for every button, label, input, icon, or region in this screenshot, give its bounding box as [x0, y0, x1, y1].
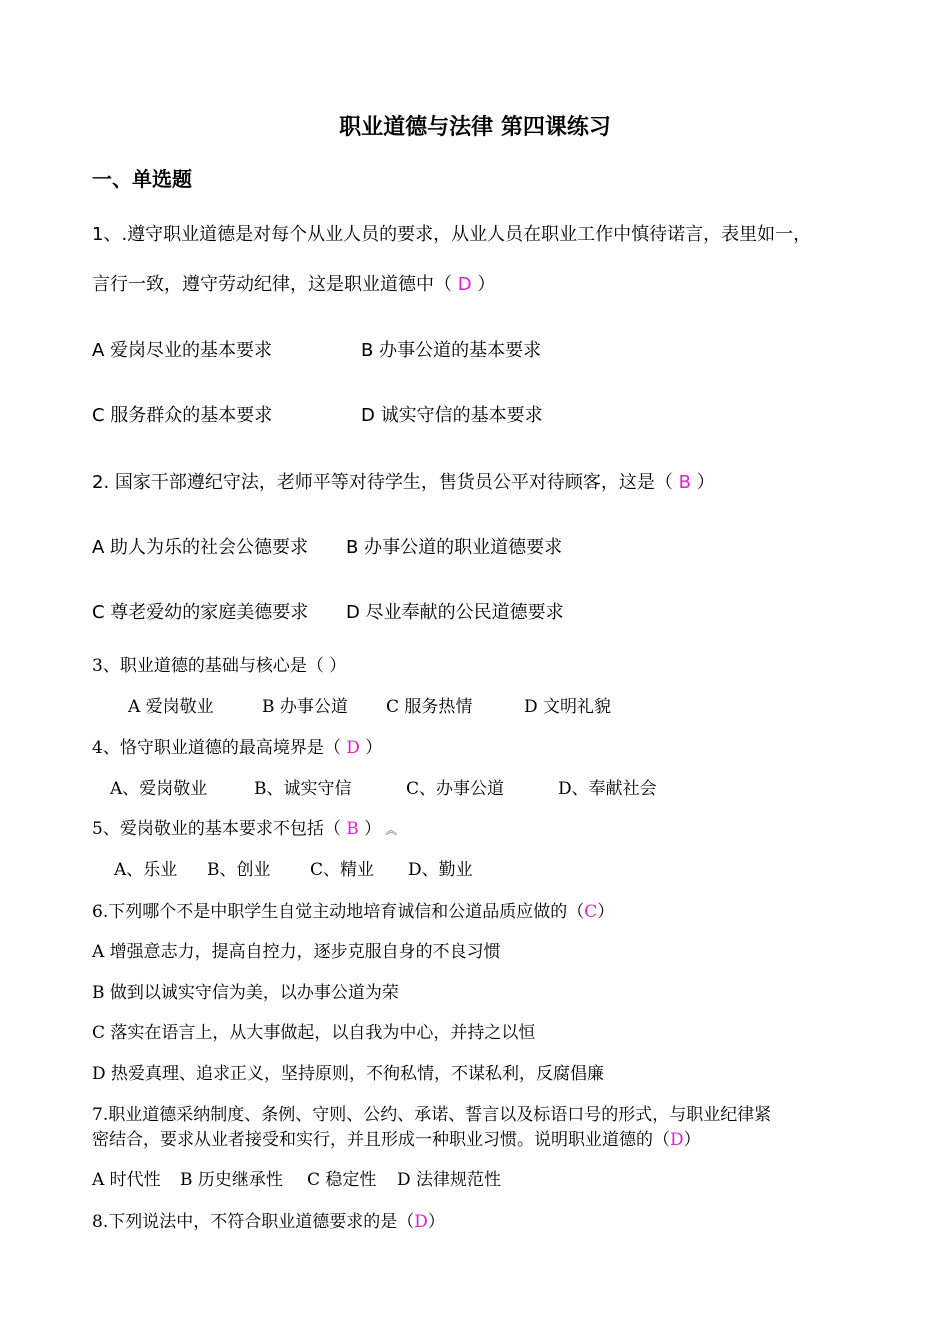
- question-1-option-d: D 诚实守信的基本要求: [361, 405, 543, 426]
- question-3-option-a: A 爱岗敬业: [128, 697, 214, 717]
- question-7-option-b: B 历史继承性: [180, 1170, 283, 1190]
- question-4-text: 4、恪守职业道德的最高境界是（: [92, 738, 347, 758]
- question-1-option-a: A 爱岗尽业的基本要求: [92, 340, 273, 361]
- question-6-option-d: D 热爱真理、追求正义，坚持原则，不徇私情，不谋私利，反腐倡廉: [92, 1064, 605, 1084]
- question-5-option-b: B、创业: [207, 860, 271, 880]
- question-2-close: ）: [690, 472, 715, 493]
- question-8-answer: D: [414, 1212, 428, 1232]
- question-7-answer: D: [670, 1130, 684, 1150]
- question-3: 3、职业道德的基础与核心是（ ）: [92, 656, 347, 676]
- question-7-line-2: [92, 1125, 701, 1150]
- page-title: 职业道德与法律 第四课练习: [339, 115, 611, 140]
- question-2-answer: B: [678, 472, 691, 493]
- question-6-option-c: C 落实在语言上，从大事做起，以自我为中心，并持之以恒: [92, 1023, 536, 1043]
- question-8: [92, 1207, 445, 1232]
- question-3-option-b: B 办事公道: [262, 697, 348, 717]
- question-2-option-a: A 助人为乐的社会公德要求: [92, 537, 309, 558]
- question-4-close: ）: [359, 738, 383, 758]
- question-5-option-d: D、勤业: [408, 860, 473, 880]
- question-5-answer: B: [346, 819, 359, 839]
- question-1-text: 言行一致，遵守劳动纪律，这是职业道德中（: [92, 274, 458, 295]
- question-2: [92, 468, 715, 494]
- question-1-line-1: 1、.遵守职业道德是对每个从业人员的要求，从业人员在职业工作中慎待诺言，表里如一，: [92, 224, 812, 245]
- question-3-option-d: D 文明礼貌: [524, 697, 612, 717]
- question-4-answer: D: [346, 738, 360, 758]
- question-6-text: 6.下列哪个不是中职学生自觉主动地培育诚信和公道品质应做的（: [92, 902, 585, 922]
- caret-icon: ︽: [385, 823, 398, 837]
- question-4-option-d: D、奉献社会: [558, 779, 657, 799]
- question-6-answer: C: [584, 902, 598, 922]
- question-2-text: 2. 国家干部遵纪守法，老师平等对待学生，售货员公平对待顾客，这是（: [92, 472, 679, 493]
- question-5-option-c: C、精业: [310, 860, 375, 880]
- question-6-option-b: B 做到以诚实守信为美，以办事公道为荣: [92, 983, 399, 1003]
- question-7-option-c: C 稳定性: [307, 1170, 377, 1190]
- question-5: [92, 814, 397, 839]
- question-8-close: ）: [427, 1212, 445, 1232]
- question-2-option-d: D 尽业奉献的公民道德要求: [346, 602, 564, 623]
- question-4: [92, 733, 382, 758]
- question-6: [92, 897, 614, 922]
- question-6-option-a: A 增强意志力，提高自控力，逐步克服自身的不良习惯: [92, 942, 501, 962]
- question-4-option-c: C、办事公道: [406, 779, 505, 799]
- question-7-close: ）: [683, 1130, 701, 1150]
- question-5-close: ）: [358, 819, 382, 839]
- question-6-close: ）: [597, 902, 615, 922]
- question-8-text: 8.下列说法中，不符合职业道德要求的是（: [92, 1212, 415, 1232]
- question-4-option-a: A、爱岗敬业: [110, 779, 208, 799]
- question-1-answer: D: [457, 274, 472, 295]
- question-7-line-1: 7.职业道德采纳制度、条例、守则、公约、承诺、誓言以及标语口号的形式，与职业纪律紧: [92, 1105, 772, 1125]
- question-7-option-d: D 法律规范性: [397, 1170, 502, 1190]
- question-7-option-a: A 时代性: [92, 1170, 161, 1190]
- question-4-option-b: B、诚实守信: [254, 779, 352, 799]
- question-5-text: 5、爱岗敬业的基本要求不包括（: [92, 819, 347, 839]
- question-7-text: 密结合，要求从业者接受和实行，并且形成一种职业习惯。说明职业道德的（: [92, 1130, 670, 1150]
- question-2-option-c: C 尊老爱幼的家庭美德要求: [92, 602, 309, 623]
- section-heading: 一、单选题: [92, 167, 192, 191]
- question-1-option-b: B 办事公道的基本要求: [361, 340, 542, 361]
- question-1-line-2: [92, 270, 495, 296]
- question-3-option-c: C 服务热情: [386, 697, 473, 717]
- question-1-option-c: C 服务群众的基本要求: [92, 405, 273, 426]
- question-2-option-b: B 办事公道的职业道德要求: [346, 537, 563, 558]
- question-5-option-a: A、乐业: [114, 860, 178, 880]
- question-1-close: ）: [471, 274, 496, 295]
